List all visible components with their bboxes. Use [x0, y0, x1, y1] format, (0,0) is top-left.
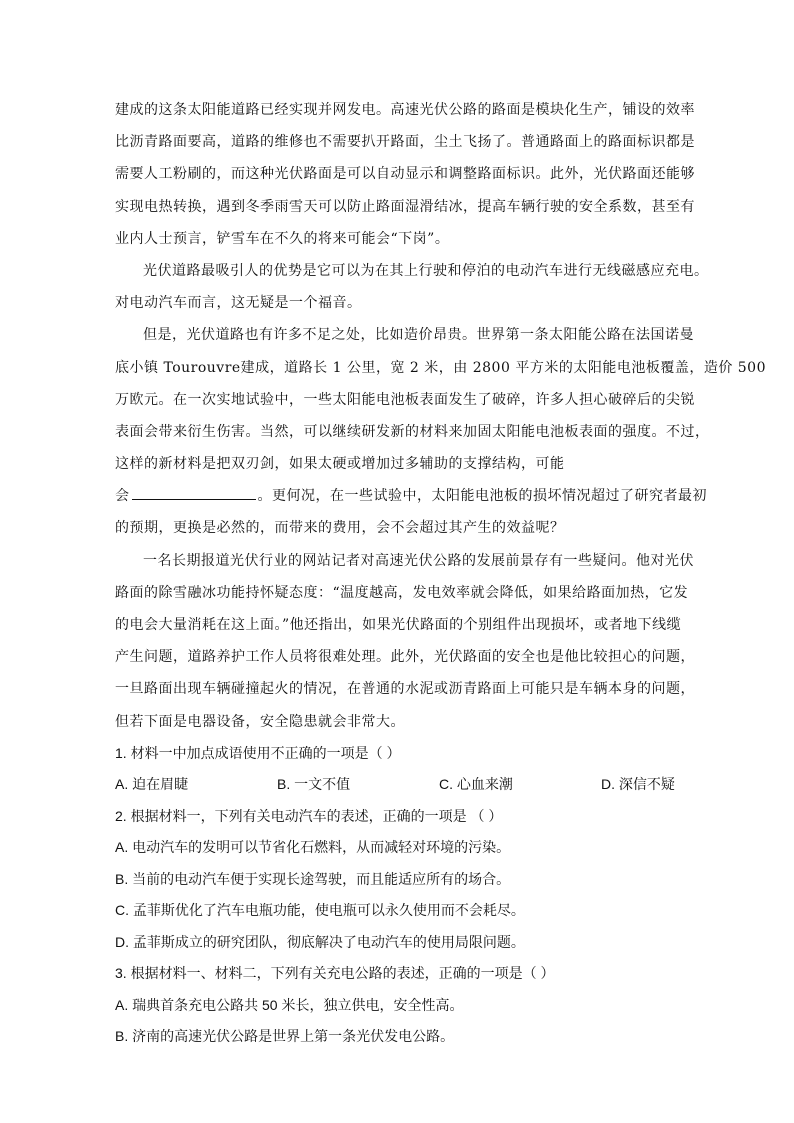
fill-in-blank: [132, 485, 256, 500]
question-2-stem: 2. 根据材料一，下列有关电动汽车的表述，正确的一项是 （ ）: [115, 807, 503, 824]
text-line: 光伏道路最吸引人的优势是它可以为在其上行驶和停泊的电动汽车进行无线磁感应充电。: [143, 262, 709, 279]
question-1-options: [115, 769, 680, 801]
paragraph-1: [115, 94, 695, 255]
option-b: B. 当前的电动汽车便于实现长途驾驶，而且能适应所有的场合。: [115, 870, 511, 887]
question-3-stem: 3. 根据材料一、材料二，下列有关充电公路的表述，正确的一项是（ ）: [115, 965, 555, 982]
text-line: 产生问题，道路养护工作人员将很难处理。此外，光伏路面的安全也是他比较担心的问题，: [115, 649, 695, 666]
text-line: 但是，光伏道路也有许多不足之处，比如造价昂贵。世界第一条太阳能公路在法国诺曼: [143, 327, 694, 344]
text-line: 一名长期报道光伏行业的网站记者对高速光伏公路的发展前景存有一些疑问。他对光伏: [143, 552, 694, 569]
blank-suffix: 。更何况，在一些试验中，太阳能电池板的损坏情况超过了研究者最初: [257, 488, 707, 505]
paragraph-2: [115, 255, 709, 319]
text-line: 一旦路面出现车辆碰撞起火的情况，在普通的水泥或沥青路面上可能只是车辆本身的问题，: [115, 681, 695, 698]
option-c: C. 孟菲斯优化了汽车电瓶功能，使电瓶可以永久使用而不会耗尽。: [115, 902, 525, 919]
text-line: 业内人士预言，铲雪车在不久的将来可能会“下岗”。: [115, 230, 450, 247]
text-line: 需要人工粉刷的，而这种光伏路面是可以自动显示和调整路面标识。此外，光伏路面还能够: [115, 166, 695, 183]
option-b: B. 济南的高速光伏公路是世界上第一条光伏发电公路。: [115, 1028, 455, 1045]
text-line: 的电会大量消耗在这上面。”他还指出，如果光伏路面的个别组件出现损坏，或者地下线缆: [115, 617, 682, 633]
text-line: 万欧元。在一次实地试验中，一些太阳能电池板表面发生了破碎，许多人担心破碎后的尖锐: [115, 391, 695, 408]
option-b: B. 一文不值: [277, 776, 351, 793]
questions-section: [115, 738, 680, 1053]
option-c: C. 心血来潮: [439, 776, 513, 793]
document-page: [115, 94, 766, 1053]
paragraph-3: [115, 319, 766, 544]
text-line: 底小镇 Tourouvre建成，道路长 1 公里，宽 2 米，由 2800 平方米的太阳能电池板覆盖，造价 500: [115, 359, 766, 376]
text-line: 实现电热转换，遇到冬季雨雪天可以防止路面湿滑结冰，提高车辆行驶的安全系数，甚至有: [115, 198, 695, 215]
text-line: 表面会带来衍生伤害。当然，可以继续研发新的材料来加固太阳能电池板表面的强度。不过，: [115, 423, 710, 440]
option-a: A. 电动汽车的发明可以节省化石燃料，从而减轻对环境的污染。: [115, 839, 511, 856]
text-line: 但若下面是电器设备，安全隐患就会非常大。: [115, 713, 405, 730]
text-line: 比沥青路面要高，道路的维修也不需要扒开路面，尘土飞扬了。普通路面上的路面标识都是: [115, 134, 695, 151]
blank-prefix: 会: [115, 488, 130, 505]
text-line: 这样的新材料是把双刃剑，如果太硬或增加过多辅助的支撑结构，可能: [115, 456, 565, 473]
option-a: A. 迫在眉睫: [115, 776, 189, 793]
option-d: D. 孟菲斯成立的研究团队，彻底解决了电动汽车的使用局限问题。: [115, 933, 525, 950]
option-d: D. 深信不疑: [601, 776, 675, 793]
paragraph-4: [115, 545, 695, 738]
text-line: 对电动汽车而言，这无疑是一个福音。: [115, 295, 362, 312]
text-line: 路面的除雪融冰功能持怀疑态度：“温度越高，发电效率就会降低，如果给路面加热，它发: [115, 584, 689, 601]
question-1-stem: 1. 材料一中加点成语使用不正确的一项是（ ）: [115, 744, 401, 761]
text-line: 建成的这条太阳能道路已经实现并网发电。高速光伏公路的路面是模块化生产，铺设的效率: [115, 102, 695, 118]
option-a: A. 瑞典首条充电公路共 50 米长，独立供电，安全性高。: [115, 996, 464, 1013]
text-line-with-blank: [115, 480, 707, 512]
text-line: 的预期，更换是必然的，而带来的费用，会不会超过其产生的效益呢？: [115, 520, 565, 537]
